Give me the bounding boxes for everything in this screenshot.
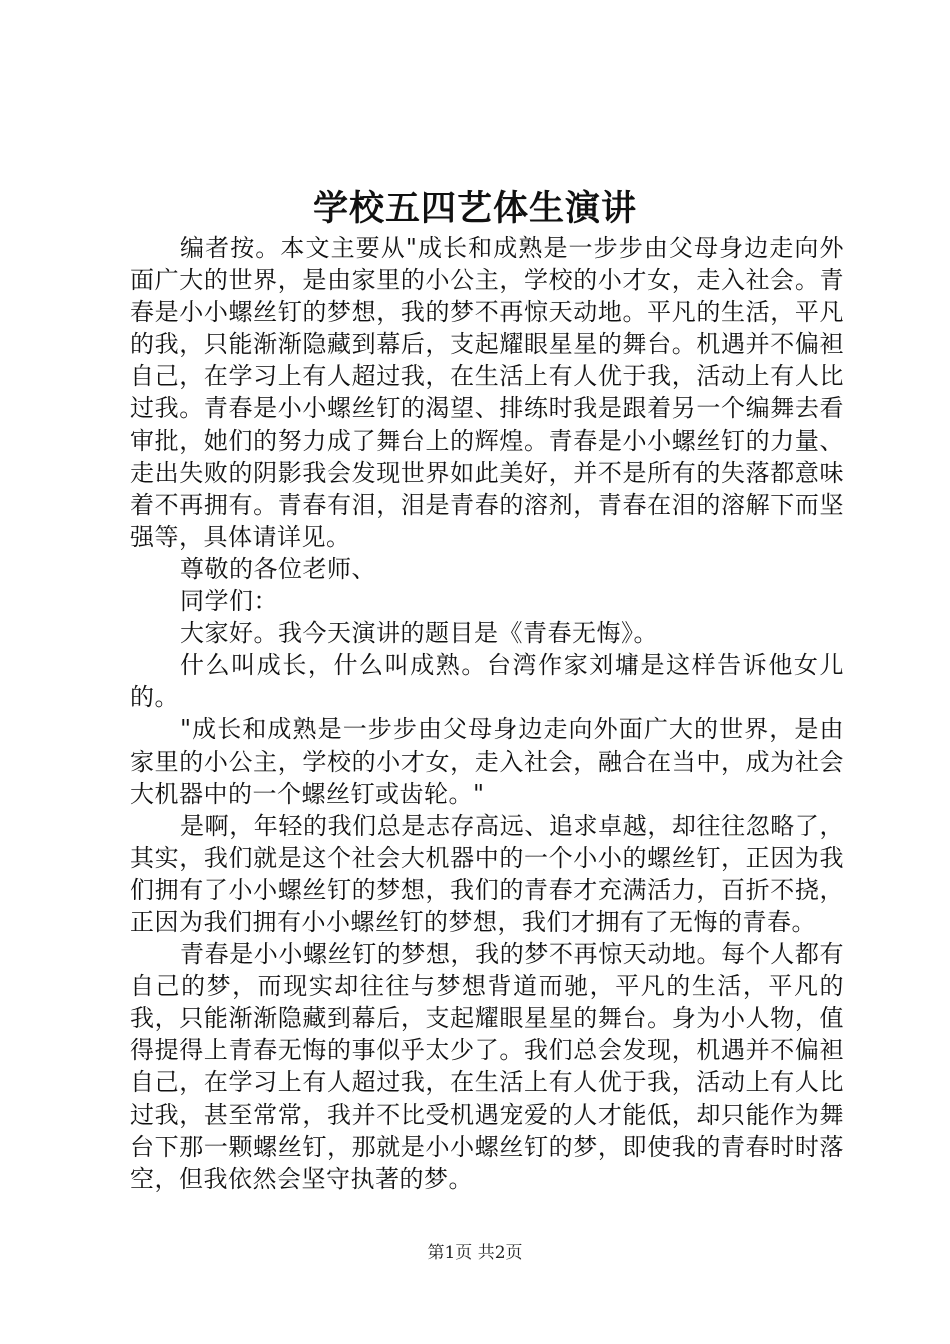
paragraph-salutation-students: 同学们： [180,587,278,616]
paragraph-quote: "成长和成熟是一步步由父母身边走向外面广大的世界，是由家里的小公主，学校的小才女，走入社会，融合在当中，成为社会大机器中的一个螺丝钉或齿轮。" [130,715,844,808]
paragraph-question: 什么叫成长，什么叫成熟。台湾作家刘墉是这样告诉他女儿的。 [130,651,844,712]
paragraph-greeting: 大家好。我今天演讲的题目是《青春无悔》。 [180,619,658,648]
page-footer: 第1页 共2页 [427,1243,523,1263]
document-body [130,232,844,1195]
paragraph-body-1: 是啊，年轻的我们总是志存高远、追求卓越，却往往忽略了，其实，我们就是这个社会大机器中的一个小小的螺丝钉，正因为我们拥有了小小螺丝钉的梦想，我们的青春才充满活力，百折不挠，正因为我们拥有小小螺丝钉的梦想，我们才拥有了无悔的青春。 [130,811,844,936]
paragraph-body-2: 青春是小小螺丝钉的梦想，我的梦不再惊天动地。每个人都有自己的梦，而现实却往往与梦想背道而驰，平凡的生活，平凡的我，只能渐渐隐藏到幕后，支起耀眼星星的舞台。身为小人物，值得提得上青春无悔的事似乎太少了。我们总会发现，机遇并不偏袒自己，在学习上有人超过我，在生活上有人优于我，活动上有人比过我，甚至常常，我并不比受机遇宠爱的人才能低，却只能作为舞台下那一颗螺丝钉，那就是小小螺丝钉的梦，即使我的青春时时落空，但我依然会坚守执著的梦。 [130,940,844,1193]
document-title: 学校五四艺体生演讲 [312,188,637,229]
paragraph-salutation-teachers: 尊敬的各位老师、 [180,554,376,583]
paragraph-editor-note: 编者按。本文主要从"成长和成熟是一步步由父母身边走向外面广大的世界，是由家里的小公主，学校的小才女，走入社会。青春是小小螺丝钉的梦想，我的梦不再惊天动地。平凡的生活，平凡的我，只能渐渐隐藏到幕后，支起耀眼星星的舞台。机遇并不偏袒自己，在学习上有人超过我，在生活上有人优于我，活动上有人比过我。青春是小小螺丝钉的渴望、排练时我是跟着另一个编舞去看审批，她们的努力成了舞台上的辉煌。青春是小小螺丝钉的力量、走出失败的阴影我会发现世界如此美好，并不是所有的失落都意味着不再拥有。青春有泪，泪是青春的溶剂，青春在泪的溶解下而坚强等，具体请详见。 [130,234,844,551]
